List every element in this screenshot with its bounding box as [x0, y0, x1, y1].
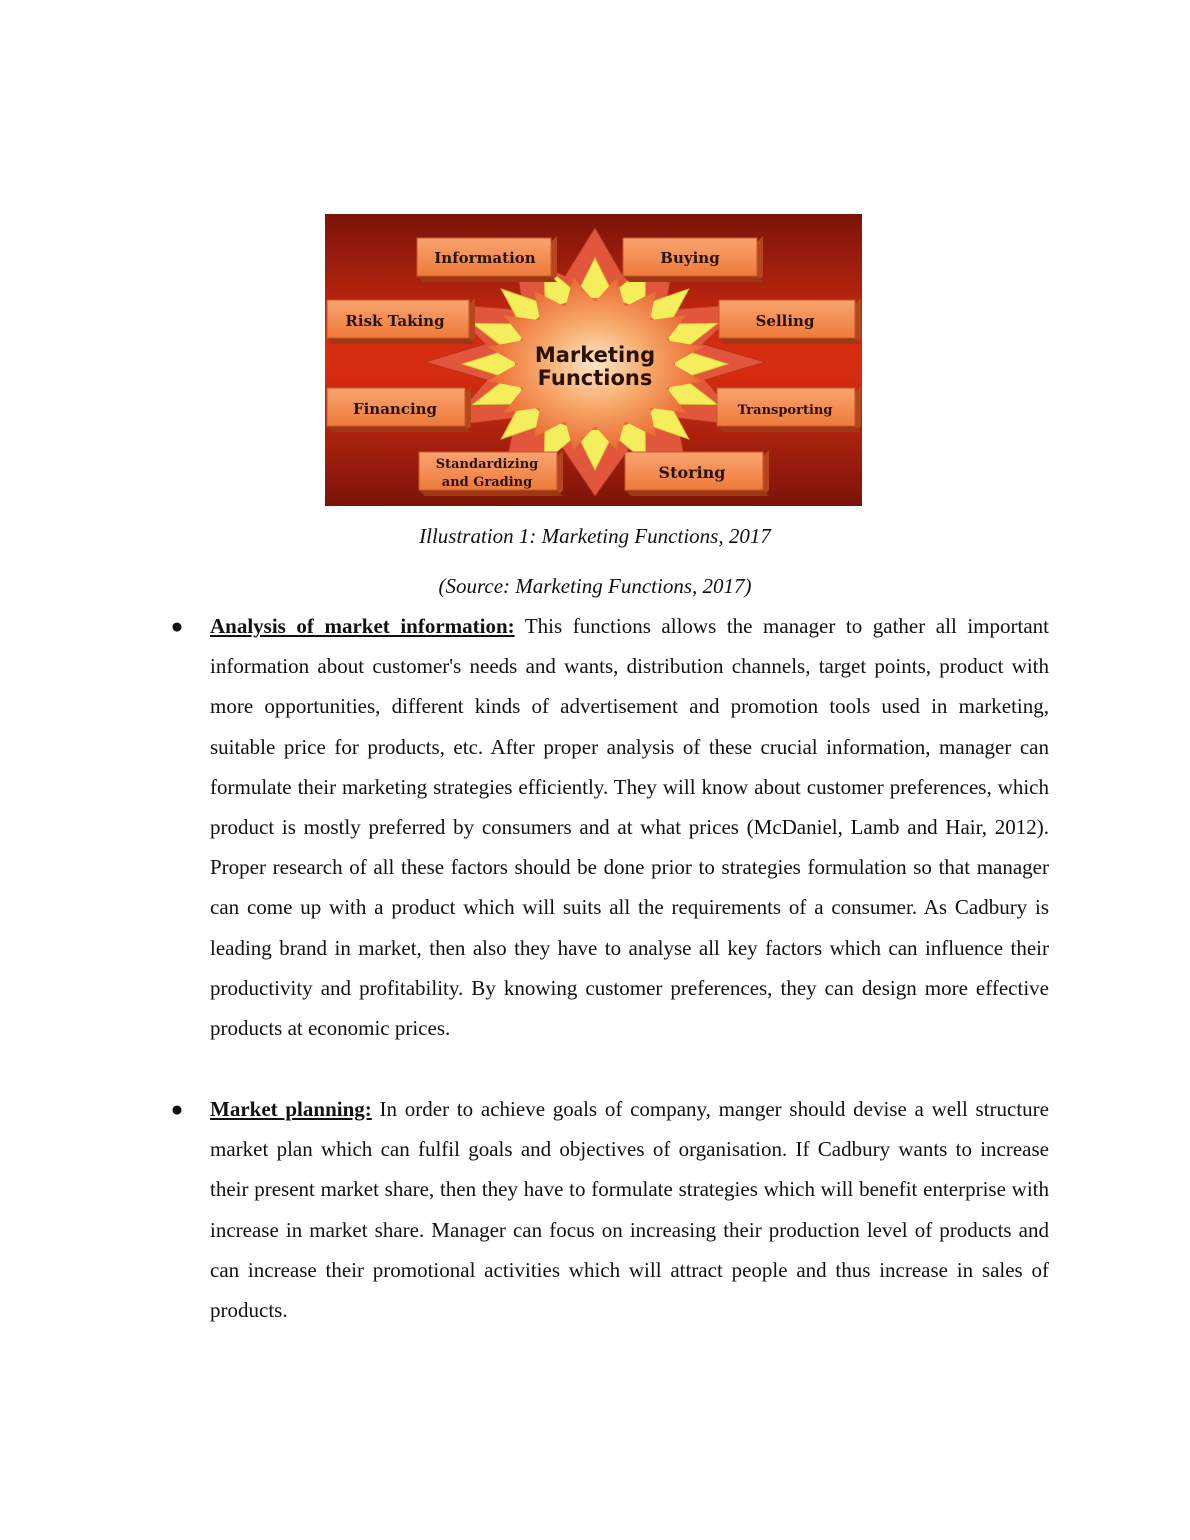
box-transporting-label: Transporting: [737, 403, 833, 418]
box-standardizing-label-1: Standardizing: [435, 457, 539, 472]
figure-caption: Illustration 1: Marketing Functions, 2017: [419, 524, 771, 548]
marketing-functions-diagram: [325, 214, 862, 506]
box-information-label: Information: [434, 249, 536, 267]
box-standardizing: [419, 450, 563, 496]
item-body: In order to achieve goals of company, manger should devise a well structure market plan which can fulfil goals and objectives of organisation. If Cadbury wants to increase their present market share, then they have to formulate strategies which will benefit enterprise with increase in market share. Manager can focus on increasing their production level of products and can increase their promotional activities which will attract people and thus increase in sales of products.: [210, 1097, 1049, 1323]
box-storing-label: Storing: [658, 463, 726, 482]
box-financing: [327, 386, 471, 432]
box-transporting: [717, 386, 861, 432]
box-risk-taking: [327, 298, 475, 344]
item-heading: Analysis of market information:: [210, 614, 515, 638]
figure-source: (Source: Marketing Functions, 2017): [438, 574, 752, 598]
box-buying: [623, 236, 763, 282]
center-label-line1: Marketing: [534, 343, 656, 367]
center-label-line2: Functions: [537, 366, 653, 390]
box-selling: [719, 298, 861, 344]
box-buying-label: Buying: [660, 249, 720, 267]
item-heading: Market planning:: [210, 1097, 372, 1121]
box-selling-label: Selling: [755, 312, 815, 330]
box-information: [417, 236, 557, 282]
bullet-icon: ●: [170, 1097, 184, 1121]
item-body: This functions allows the manager to gather all important information about customer's needs and wants, distribution channels, target points, product with more opportunities, different kinds of advertisement and promotion tools used in marketing, suitable price for products, etc. After proper analysis of these crucial information, manager can formulate their marketing strategies efficiently. They will know about customer preferences, which product is mostly preferred by consumers and at what prices (McDaniel, Lamb and Hair, 2012). Proper research of all these factors should be done prior to strategies formulation so that manager can come up with a product which will suits all the requirements of a consumer. As Cadbury is leading brand in market, then also they have to analyse all key factors which can influence their productivity and profitability. By knowing customer preferences, they can design more effective products at economic prices.: [210, 614, 1049, 1041]
box-storing: [625, 450, 769, 496]
list-item: [170, 1089, 1049, 1330]
marketing-functions-illustration: [325, 214, 862, 506]
box-financing-label: Financing: [352, 400, 438, 418]
list-item: [170, 606, 1049, 1048]
box-standardizing-label-2: and Grading: [441, 475, 533, 490]
bullet-icon: ●: [170, 614, 184, 638]
box-risk-taking-label: Risk Taking: [345, 312, 445, 330]
